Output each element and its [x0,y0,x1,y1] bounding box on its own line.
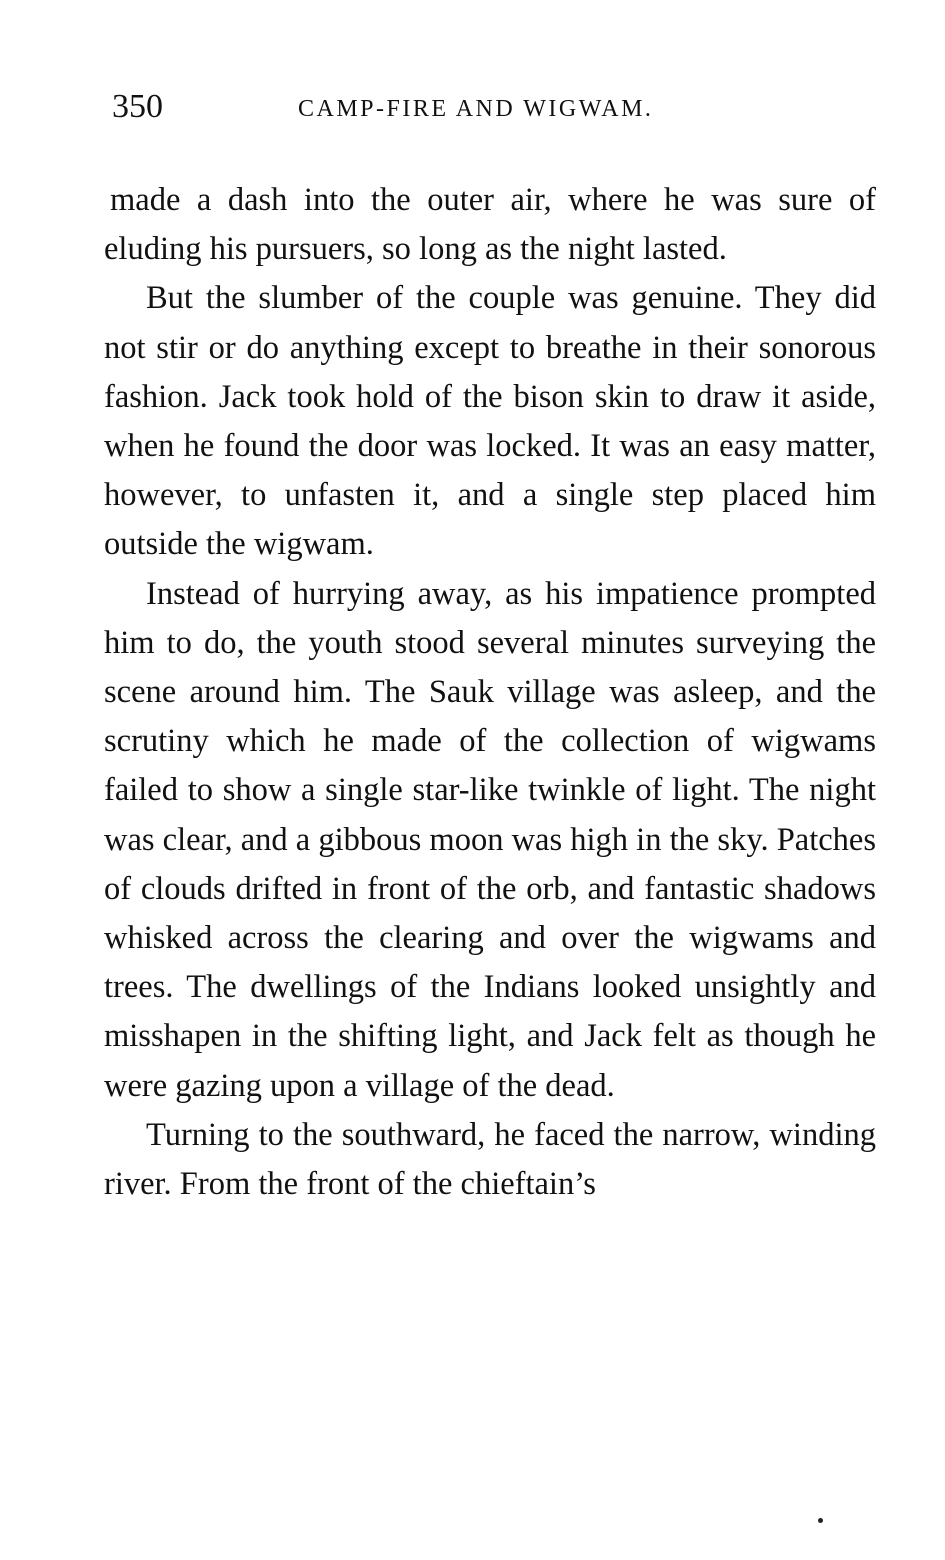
running-title: CAMP-FIRE AND WIGWAM. [298,96,654,122]
page-number: 350 [112,88,163,125]
paragraph: Instead of hurrying away, as his impatience prompted him to do, the youth stood several minutes surveying the scene around him. The Sauk village was asleep, and the scrutiny which he made of the collection of wigwams failed to show a single star-like twinkle of light. The night was clear, and a gibbous moon was high in the sky. Patches of clouds drifted in front of the orb, and fantastic shadows whisked across the clearing and over the wigwams and trees. The dwellings of the Indians looked unsightly and misshapen in the shifting light, and Jack felt as though he were gazing upon a village of the dead. [104,575,876,1104]
paragraph: Turning to the southward, he faced the narrow, winding river. From the front of the chieftain’s [104,1116,876,1203]
paragraph-continued: made a dash into the outer air, where he was sure of eluding his pursuers, so long as the night lasted. [104,182,876,268]
body-text [104,176,876,1209]
ink-speck [818,1518,823,1523]
paragraph: But the slumber of the couple was genuine. They did not stir or do anything except to breathe in their sonorous fashion. Jack took hold of the bison skin to draw it aside, when he found the door was locked. It was an easy matter, however, to unfasten it, and a single step placed him outside the wigwam. [104,280,876,563]
page-header [112,88,882,138]
